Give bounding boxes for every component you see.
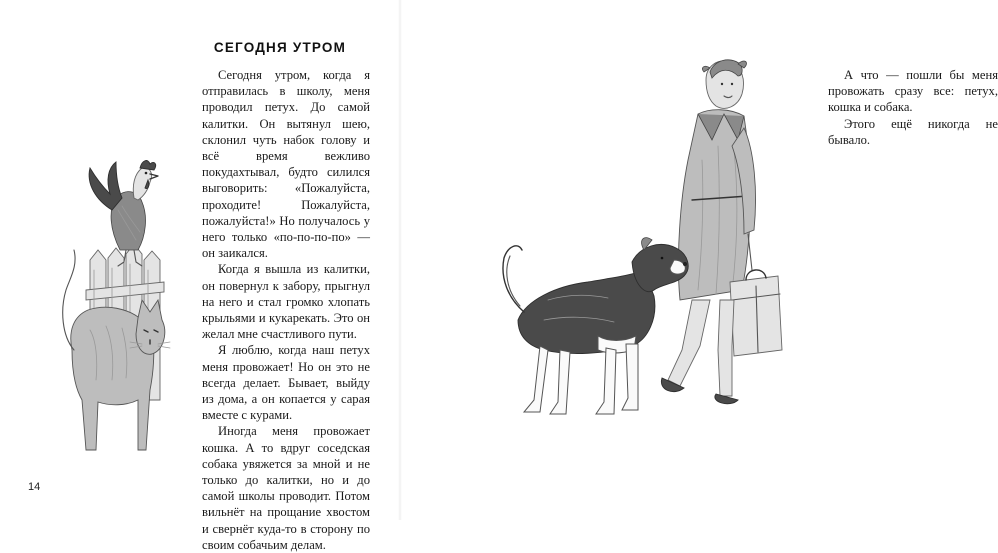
paragraph: А что — пошли бы меня провожать сразу все: петух, кошка и собака. bbox=[828, 68, 998, 115]
left-text-column bbox=[202, 67, 370, 553]
rooster-cat-illustration bbox=[50, 150, 190, 470]
paragraph: Сегодня утром, когда я отправилась в школу, меня проводил петух. До самой калитки. Он вытянул шею, склонил чуть набок голову и всё время вежливо покудахтывал, будто силился выговорить: «Пожалуйста, проходите! Пожалуйста, пожалуйста!» Но получалось у него только «по-по-по-по» — он заикался. bbox=[202, 68, 370, 261]
page-number: 14 bbox=[28, 481, 41, 493]
right-text-column bbox=[828, 67, 998, 148]
right-page bbox=[400, 0, 998, 520]
paragraph: Этого ещё никогда не бывало. bbox=[828, 116, 998, 147]
paragraph: Я люблю, когда наш петух меня провожает! Но он это не всегда делает. Бывает, выйду из дома, а он копается у сарая вместе с курами. bbox=[202, 343, 370, 423]
paragraph: Когда я вышла из калитки, он повернул к забору, прыгнул на него и стал громко хлопать крыльями и кукарекать. Это он желал мне счастливого пути. bbox=[202, 262, 370, 342]
girl-drawing bbox=[661, 60, 782, 404]
paragraph: Иногда меня провожает кошка. А то вдруг соседская собака увяжется за мной и не только до калитки, но и до самой школы проводит. Потом вильнёт на прощание хвостом и свернёт куда-то в сторону по своим собачьим делам. bbox=[202, 424, 370, 552]
chapter-title: СЕГОДНЯ УТРОМ bbox=[213, 40, 347, 55]
rooster-drawing bbox=[89, 161, 158, 266]
dog-drawing bbox=[503, 238, 688, 414]
girl-dog-illustration bbox=[448, 50, 788, 460]
left-page bbox=[0, 0, 400, 552]
